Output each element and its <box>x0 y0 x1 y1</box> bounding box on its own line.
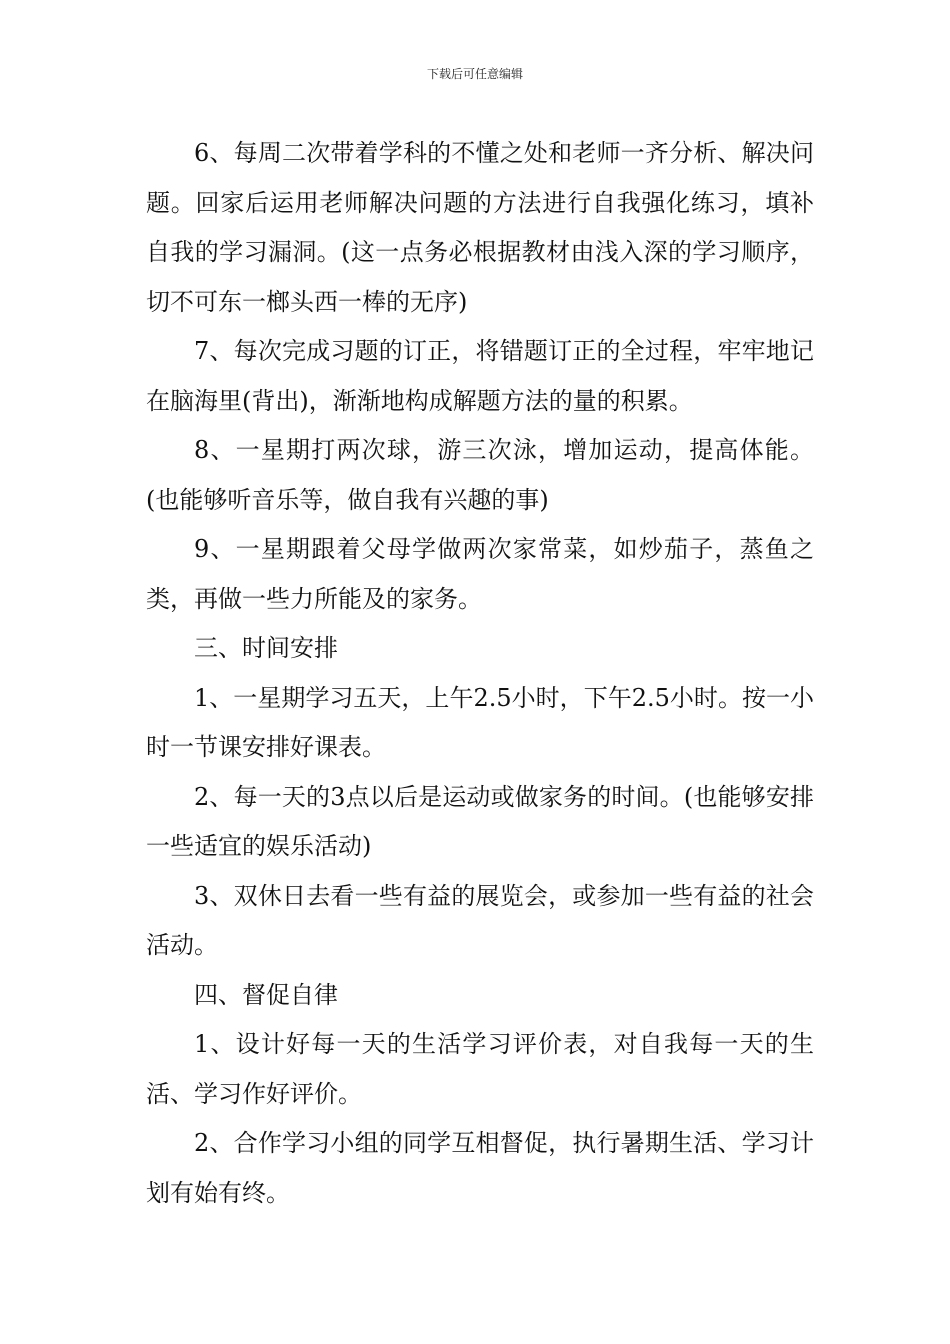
document-body <box>146 129 814 1218</box>
paragraph-item-7: 7、每次完成习题的订正，将错题订正的全过程，牢牢地记在脑海里(背出)，渐渐地构成解题方法的量的积累。 <box>146 337 814 415</box>
section-heading-time-arrangement: 三、时间安排 <box>194 634 338 662</box>
paragraph-time-1: 1、一星期学习五天，上午2.5小时，下午2.5小时。按一小时一节课安排好课表。 <box>146 683 814 761</box>
paragraph-discipline-1: 1、设计好每一天的生活学习评价表，对自我每一天的生活、学习作好评价。 <box>146 1030 814 1108</box>
paragraph-item-9: 9、一星期跟着父母学做两次家常菜，如炒茄子，蒸鱼之类，再做一些力所能及的家务。 <box>146 535 814 613</box>
paragraph-time-3: 3、双休日去看一些有益的展览会，或参加一些有益的社会活动。 <box>146 881 814 959</box>
section-heading-self-discipline: 四、督促自律 <box>194 980 338 1009</box>
paragraph-time-2: 2、每一天的3点以后是运动或做家务的时间。(也能够安排一些适宜的娱乐活动) <box>146 782 814 860</box>
paragraph-discipline-2: 2、合作学习小组的同学互相督促，执行暑期生活、学习计划有始有终。 <box>146 1129 814 1207</box>
paragraph-item-8: 8、一星期打两次球，游三次泳，增加运动，提高体能。(也能够听音乐等，做自我有兴趣的事) <box>146 436 814 514</box>
paragraph-item-6: 6、每周二次带着学科的不懂之处和老师一齐分析、解决问题。回家后运用老师解决问题的方法进行自我强化练习，填补自我的学习漏洞。(这一点务必根据教材由浅入深的学习顺序，切不可东一榔头西一棒的无序) <box>146 139 814 316</box>
page-header: 下载后可任意编辑 <box>426 67 523 81</box>
